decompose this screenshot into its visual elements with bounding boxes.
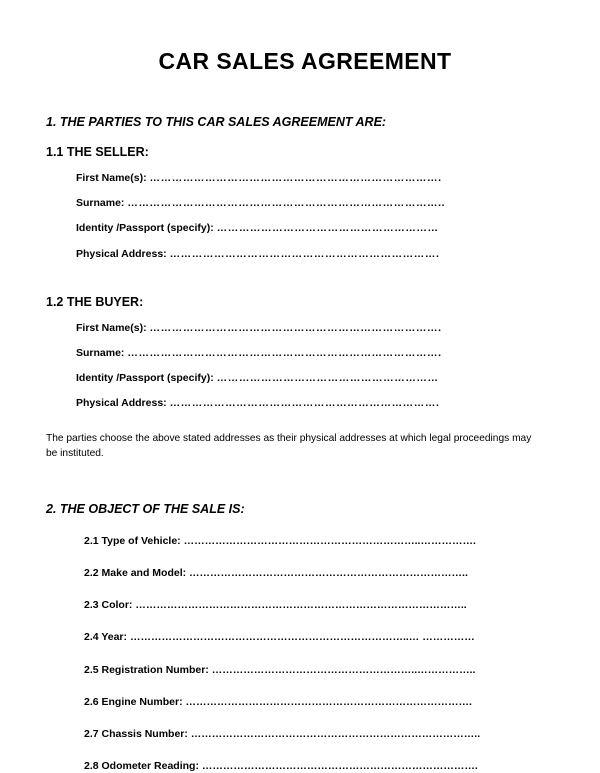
seller-field-identity-passport [76,221,554,235]
field-dotted-line[interactable]: ……………………………………………………………………. [201,760,478,773]
buyer-field-surname [76,346,554,360]
field-label: Identity /Passport (specify): [76,222,214,235]
field-dotted-line[interactable]: ……………………………………………………………………..… …………… [129,631,475,644]
field-dotted-line[interactable]: …………………………………………………………………………. [127,346,442,359]
object-field-year [84,630,554,644]
seller-field-list [46,171,554,261]
field-dotted-line[interactable]: ……………………………………………………………………. [149,172,442,184]
field-dotted-line[interactable]: ……………………………………………………………………. [149,321,442,334]
seller-field-first-name [76,171,554,185]
object-field-odometer-reading [84,759,554,773]
field-label: 2.1 Type of Vehicle: [84,534,181,547]
field-label: Physical Address: [76,397,167,410]
buyer-heading: 1.2 THE BUYER: [46,294,144,309]
object-field-chassis-number [84,727,554,741]
field-dotted-line[interactable]: ………………………………………………………………. [169,247,440,260]
field-label: 2.3 Color: [84,599,133,612]
field-label: 2.6 Engine Number: [84,695,183,708]
seller-field-physical-address [76,247,554,261]
field-label: 2.2 Make and Model: [84,567,187,580]
buyer-field-list [46,321,554,411]
buyer-field-physical-address [76,396,554,410]
field-dotted-line[interactable]: …………………………………………………… [216,372,439,385]
buyer-field-identity-passport [76,371,554,385]
field-label: 2.8 Odometer Reading: [84,760,199,773]
field-label: Surname: [76,197,125,210]
section-1-heading: 1. THE PARTIES TO THIS CAR SALES AGREEMENT ARE: [46,115,387,129]
field-dotted-line[interactable]: …………………………………………………..…………….. [211,663,476,676]
field-dotted-line[interactable]: ………………………………………………………………………….. [127,197,446,210]
field-dotted-line[interactable]: ………………………………………………………………. [169,397,440,410]
seller-heading: 1.1 THE SELLER: [46,145,149,159]
object-field-registration-number [84,663,554,677]
field-dotted-line[interactable]: …………………………………………………………………….. [189,567,468,580]
buyer-field-first-name [76,321,554,335]
field-label: Physical Address: [76,247,167,260]
field-label: 2.5 Registration Number: [84,663,209,676]
object-field-engine-number [84,695,554,709]
field-label: First Name(s): [76,321,147,334]
field-dotted-line[interactable]: ……………………………………………………………………….. [190,727,481,740]
object-field-type-of-vehicle [84,534,554,548]
object-of-sale-list [46,534,554,773]
field-label: Identity /Passport (specify): [76,372,214,385]
section-2-heading: 2. THE OBJECT OF THE SALE IS: [46,501,245,516]
object-field-make-and-model [84,566,554,580]
field-label: 2.7 Chassis Number: [84,727,188,740]
field-dotted-line[interactable]: …………………………………………………… [216,222,439,235]
field-dotted-line[interactable]: ………………………………………………………………………. [185,695,472,708]
addresses-paragraph: The parties choose the above stated addresses as their physical addresses at which legal proceedings may be instituted. [46,433,532,460]
seller-field-surname [76,196,554,210]
field-label: Surname: [76,346,125,359]
field-dotted-line[interactable]: …………………………………………………………..……………. [183,534,476,547]
field-label: 2.4 Year: [84,631,128,644]
page-title: CAR SALES AGREEMENT [158,48,452,74]
field-dotted-line[interactable]: ………………………………………………………………………………….. [135,599,467,612]
object-field-color [84,598,554,612]
field-label: First Name(s): [76,172,147,184]
